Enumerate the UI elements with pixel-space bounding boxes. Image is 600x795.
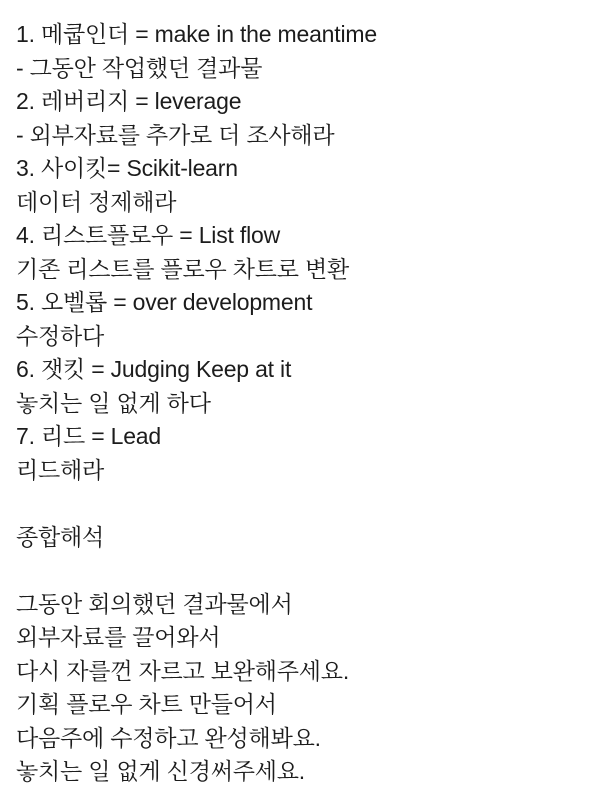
note-line: 놓치는 일 없게 신경써주세요. [16, 758, 305, 784]
note-line: 외부자료를 끌어와서 [16, 624, 221, 650]
note-section-heading: 종합해석 [16, 523, 105, 550]
note-line: 다음주에 수정하고 완성해봐요. [16, 724, 321, 751]
note-line: 기획 플로우 차트 만들어서 [16, 691, 277, 717]
note-line: 수정하다 [16, 322, 105, 349]
note-line: 5. 오벨롭 = over development [16, 289, 313, 315]
note-line: 데이터 정제해라 [16, 188, 177, 215]
note-blank-line [16, 554, 584, 588]
note-line: - 외부자료를 추가로 더 조사해라 [16, 121, 335, 148]
note-line: 리드해라 [16, 456, 105, 483]
note-line: 4. 리스트플로우 = List flow [16, 222, 280, 248]
note-line: 놓치는 일 없게 하다 [16, 389, 211, 416]
note-line: 7. 리드 = Lead [16, 423, 161, 449]
note-line: 3. 사이킷= Scikit-learn [16, 155, 238, 181]
note-blank-line [16, 487, 584, 521]
note-line: 2. 레버리지 = leverage [16, 88, 242, 114]
note-line: 6. 잿킷 = Judging Keep at it [16, 356, 292, 382]
note-line: - 그동안 작업했던 결과물 [16, 54, 263, 81]
note-line: 1. 메쿱인더 = make in the meantime [16, 21, 377, 47]
note-line: 다시 자를껀 자르고 보완해주세요. [16, 657, 350, 684]
note-line: 그동안 회의했던 결과물에서 [16, 590, 293, 617]
note-line: 기존 리스트를 플로우 차트로 변환 [16, 255, 350, 282]
